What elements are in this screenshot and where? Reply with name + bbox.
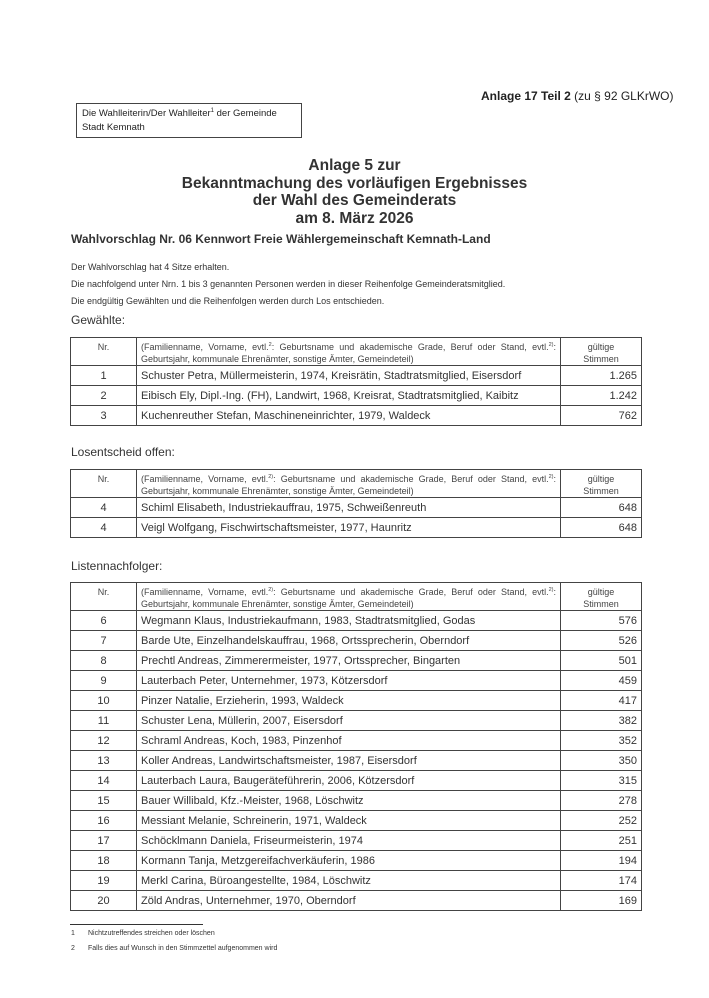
- candidate-description: Veigl Wolfgang, Fischwirtschaftsmeister, 1977, Haunritz: [137, 518, 561, 538]
- candidate-description: Bauer Willibald, Kfz.-Meister, 1968, Löschwitz: [137, 791, 561, 811]
- table-row: [71, 871, 642, 891]
- header-text: Stimmen: [583, 486, 619, 496]
- header-text: (Familienname, Vorname, evtl.: [141, 342, 269, 352]
- candidate-number: 12: [71, 731, 137, 751]
- table-header-row: [71, 583, 642, 611]
- candidate-votes: 648: [561, 498, 642, 518]
- candidate-votes: 315: [561, 771, 642, 791]
- form-reference-law: (zu § 92 GLKrWO): [570, 89, 674, 103]
- candidate-votes: 278: [561, 791, 642, 811]
- table-row: [71, 851, 642, 871]
- footnote-ref: 2): [548, 474, 554, 480]
- elected-table: [70, 337, 642, 426]
- footnote-ref: 2): [268, 587, 274, 593]
- candidate-votes: 576: [561, 611, 642, 631]
- candidate-number: 3: [71, 406, 137, 426]
- candidate-description: Zöld Andras, Unternehmer, 1970, Oberndorf: [137, 891, 561, 911]
- election-officer-municipality-label: der Gemeinde: [213, 108, 277, 119]
- info-order: Die nachfolgend unter Nrn. 1 bis 3 genannten Personen werden in dieser Reihenfolge Gemeinderatsmitglied.: [71, 279, 506, 289]
- candidate-votes: 169: [561, 891, 642, 911]
- title-line-4: am 8. März 2026: [295, 209, 414, 227]
- table-row: [71, 691, 642, 711]
- table-row: [71, 791, 642, 811]
- table-row: [71, 651, 642, 671]
- footnote-text: Falls dies auf Wunsch in den Stimmzettel aufgenommen wird: [88, 945, 278, 952]
- footnote-text: Nichtzutreffendes streichen oder löschen: [88, 930, 215, 937]
- candidate-number: 10: [71, 691, 137, 711]
- column-header-description: [137, 583, 561, 611]
- candidate-description: Lauterbach Laura, Baugeräteführerin, 2006, Kötzersdorf: [137, 771, 561, 791]
- candidate-number: 1: [71, 366, 137, 386]
- candidate-votes: 648: [561, 518, 642, 538]
- candidate-number: 6: [71, 611, 137, 631]
- candidate-votes: 459: [561, 671, 642, 691]
- candidate-number: 17: [71, 831, 137, 851]
- candidate-votes: 526: [561, 631, 642, 651]
- header-text: : Geburtsjahr, kommunale Ehrenämter, sonstige Ämter, Gemeindeteil): [141, 342, 556, 364]
- header-text: : Geburtsjahr, kommunale Ehrenämter, sonstige Ämter, Gemeindeteil): [141, 474, 556, 496]
- table-row: [71, 831, 642, 851]
- candidate-description: Wegmann Klaus, Industriekaufmann, 1983, Stadtratsmitglied, Godas: [137, 611, 561, 631]
- candidate-votes: 762: [561, 406, 642, 426]
- candidate-description: Koller Andreas, Landwirtschaftsmeister, 1987, Eisersdorf: [137, 751, 561, 771]
- table-row: [71, 366, 642, 386]
- column-header-nr: Nr.: [71, 470, 137, 498]
- column-header-description: [137, 470, 561, 498]
- candidate-votes: 352: [561, 731, 642, 751]
- header-text: (Familienname, Vorname, evtl.: [141, 474, 269, 484]
- candidate-votes: 252: [561, 811, 642, 831]
- table-row: [71, 671, 642, 691]
- candidate-description: Messiant Melanie, Schreinerin, 1971, Waldeck: [137, 811, 561, 831]
- candidate-description: Schiml Elisabeth, Industriekauffrau, 1975, Schweißenreuth: [137, 498, 561, 518]
- header-text: : Geburtsname und akademische Grade, Beruf oder Stand, evtl.: [271, 342, 549, 352]
- table-row: [71, 611, 642, 631]
- candidate-description: Schraml Andreas, Koch, 1983, Pinzenhof: [137, 731, 561, 751]
- footnote-ref: 2: [268, 342, 272, 348]
- election-officer-line1: [82, 107, 301, 121]
- info-seats: Der Wahlvorschlag hat 4 Sitze erhalten.: [71, 262, 230, 272]
- candidate-number: 15: [71, 791, 137, 811]
- candidate-number: 11: [71, 711, 137, 731]
- candidate-votes: 251: [561, 831, 642, 851]
- candidate-description: Lauterbach Peter, Unternehmer, 1973, Kötzersdorf: [137, 671, 561, 691]
- table-row: [71, 711, 642, 731]
- candidate-votes: 194: [561, 851, 642, 871]
- candidate-votes: 1.242: [561, 386, 642, 406]
- header-text: Stimmen: [583, 354, 619, 364]
- header-text: Stimmen: [583, 599, 619, 609]
- candidate-votes: 174: [561, 871, 642, 891]
- document-title: [0, 157, 709, 227]
- section-label-lots-pending: Losentscheid offen:: [71, 445, 175, 459]
- candidate-number: 16: [71, 811, 137, 831]
- candidate-number: 7: [71, 631, 137, 651]
- footnote-ref: 2): [548, 587, 554, 593]
- footnote-2: [71, 945, 277, 952]
- candidate-number: 20: [71, 891, 137, 911]
- candidate-number: 8: [71, 651, 137, 671]
- table-row: [71, 518, 642, 538]
- candidate-description: Schöcklmann Daniela, Friseurmeisterin, 1974: [137, 831, 561, 851]
- candidate-description: Prechtl Andreas, Zimmerermeister, 1977, Ortssprecher, Bingarten: [137, 651, 561, 671]
- candidate-description: Kormann Tanja, Metzgereifachverkäuferin, 1986: [137, 851, 561, 871]
- candidate-description: Schuster Lena, Müllerin, 2007, Eisersdorf: [137, 711, 561, 731]
- election-officer-box: [76, 103, 302, 138]
- candidate-description: Schuster Petra, Müllermeisterin, 1974, Kreisrätin, Stadtratsmitglied, Eisersdorf: [137, 366, 561, 386]
- header-text: gültige: [587, 342, 615, 352]
- candidate-votes: 382: [561, 711, 642, 731]
- table-row: [71, 891, 642, 911]
- title-line-2: Bekanntmachung des vorläufigen Ergebnisses: [181, 174, 528, 192]
- successors-table: [70, 582, 642, 911]
- candidate-description: Pinzer Natalie, Erzieherin, 1993, Waldeck: [137, 691, 561, 711]
- table-row: [71, 751, 642, 771]
- table-header-row: [71, 338, 642, 366]
- table-row: [71, 811, 642, 831]
- candidate-votes: 1.265: [561, 366, 642, 386]
- candidate-description: Merkl Carina, Büroangestellte, 1984, Löschwitz: [137, 871, 561, 891]
- candidate-number: 4: [71, 498, 137, 518]
- candidate-number: 13: [71, 751, 137, 771]
- form-reference-number: Anlage 17 Teil 2: [481, 89, 571, 103]
- form-reference: [481, 89, 674, 103]
- footnote-ref: 2): [548, 342, 554, 348]
- candidate-description: Eibisch Ely, Dipl.-Ing. (FH), Landwirt, 1968, Kreisrat, Stadtratsmitglied, Kaibitz: [137, 386, 561, 406]
- table-row: [71, 771, 642, 791]
- info-lots: Die endgültig Gewählten und die Reihenfolgen werden durch Los entschieden.: [71, 296, 385, 306]
- candidate-number: 9: [71, 671, 137, 691]
- candidate-description: Barde Ute, Einzelhandelskauffrau, 1968, Ortssprecherin, Oberndorf: [137, 631, 561, 651]
- footnote-ref: 2): [268, 474, 274, 480]
- column-header-votes: [561, 470, 642, 498]
- candidate-number: 4: [71, 518, 137, 538]
- nomination-heading: Wahlvorschlag Nr. 06 Kennwort Freie Wählergemeinschaft Kemnath-Land: [71, 232, 491, 246]
- table-row: [71, 498, 642, 518]
- column-header-description: [137, 338, 561, 366]
- table-row: [71, 631, 642, 651]
- section-label-elected: Gewählte:: [71, 313, 126, 327]
- footnote-number: 2: [71, 945, 75, 952]
- municipality-name: Stadt Kemnath: [82, 122, 145, 133]
- header-text: : Geburtsjahr, kommunale Ehrenämter, sonstige Ämter, Gemeindeteil): [141, 587, 556, 609]
- footnote-number: 1: [71, 930, 75, 937]
- column-header-votes: [561, 338, 642, 366]
- header-text: (Familienname, Vorname, evtl.: [141, 587, 269, 597]
- title-line-1: Anlage 5 zur: [308, 157, 401, 174]
- header-text: : Geburtsname und akademische Grade, Beruf oder Stand, evtl.: [273, 587, 549, 597]
- footnote-ref: 1: [210, 107, 214, 114]
- section-label-successors: Listennachfolger:: [71, 559, 163, 573]
- column-header-nr: Nr.: [71, 583, 137, 611]
- candidate-description: Kuchenreuther Stefan, Maschineneinrichter, 1979, Waldeck: [137, 406, 561, 426]
- candidate-votes: 501: [561, 651, 642, 671]
- table-row: [71, 386, 642, 406]
- column-header-votes: [561, 583, 642, 611]
- header-text: gültige: [587, 587, 615, 597]
- candidate-number: 14: [71, 771, 137, 791]
- footnote-divider: [70, 924, 203, 925]
- candidate-votes: 417: [561, 691, 642, 711]
- header-text: gültige: [587, 474, 615, 484]
- candidate-number: 19: [71, 871, 137, 891]
- footnote-1: [71, 930, 215, 937]
- header-text: : Geburtsname und akademische Grade, Beruf oder Stand, evtl.: [273, 474, 549, 484]
- candidate-votes: 350: [561, 751, 642, 771]
- table-row: [71, 731, 642, 751]
- election-officer-title: Die Wahlleiterin/Der Wahlleiter: [82, 108, 211, 119]
- lots-pending-table: [70, 469, 642, 538]
- column-header-nr: Nr.: [71, 338, 137, 366]
- title-line-3: der Wahl des Gemeinderats: [252, 192, 457, 209]
- table-row: [71, 406, 642, 426]
- table-header-row: [71, 470, 642, 498]
- candidate-number: 2: [71, 386, 137, 406]
- candidate-number: 18: [71, 851, 137, 871]
